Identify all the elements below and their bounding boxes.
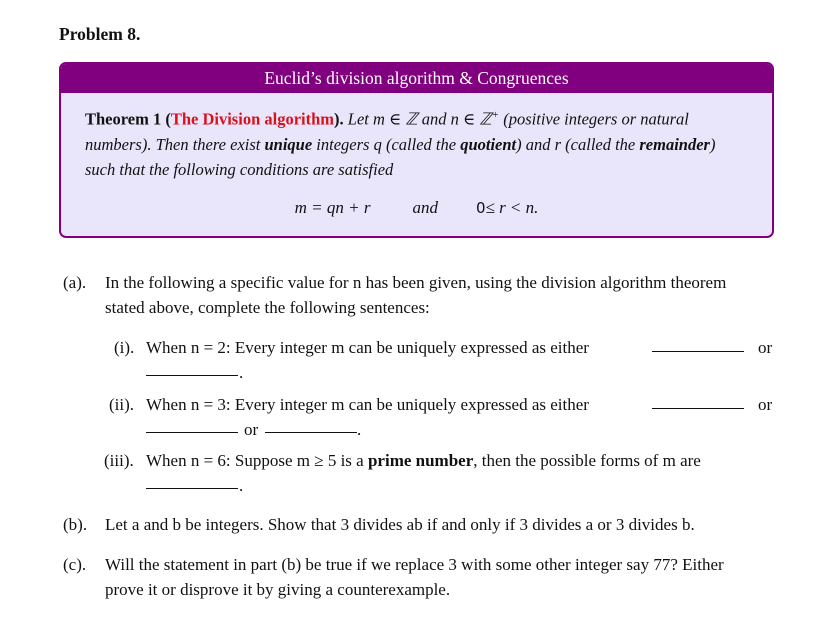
- theorem-line-3: such that the following conditions are satisfied: [85, 159, 394, 179]
- subpart-iii-text-a: When n = 6: Suppose m ≥ 5 is a: [146, 451, 368, 470]
- answer-blank[interactable]: [146, 375, 238, 376]
- part-b-text: Let a and b be integers. Show that 3 divides ab if and only if 3 divides a or 3 divides b.: [105, 515, 695, 534]
- theorem-text: ) and r (called the: [516, 134, 640, 154]
- answer-blank[interactable]: [146, 488, 238, 489]
- emphasis-remainder: remainder: [639, 134, 710, 154]
- equation-zero: 0: [475, 198, 486, 217]
- answer-blank[interactable]: [652, 408, 744, 409]
- theorem-name: The Division algorithm: [170, 109, 335, 129]
- part-c-line-1: Will the statement in part (b) be true if we replace 3 with some other integer say 77? Either: [105, 555, 724, 574]
- theorem-box: [59, 62, 774, 238]
- period: .: [239, 363, 244, 382]
- theorem-body: [61, 93, 772, 221]
- subpart-iii-text-b: , then the possible forms of m are: [473, 451, 701, 470]
- subpart-ii-label: (ii).: [109, 395, 135, 414]
- answer-blank[interactable]: [652, 351, 744, 352]
- problem-title: Problem 8.: [59, 24, 141, 44]
- part-b-label: (b).: [63, 515, 88, 534]
- emphasis-prime-number: prime number: [367, 451, 474, 470]
- answer-blank[interactable]: [146, 432, 238, 433]
- part-a-line-1: In the following a specific value for n has been given, using the division algorithm theorem: [105, 273, 727, 292]
- emphasis-unique: unique: [264, 134, 313, 154]
- subpart-iii-text: [146, 448, 701, 473]
- theorem-line-2: [85, 132, 748, 157]
- theorem-text: integers q (called the: [312, 134, 461, 154]
- emphasis-quotient: quotient: [460, 134, 517, 154]
- equation: [85, 195, 748, 221]
- theorem-label-end: ).: [334, 109, 344, 129]
- equation-right: ≤ r < n.: [485, 197, 539, 217]
- part-c-line-2: prove it or disprove it by giving a counterexample.: [105, 580, 451, 599]
- theorem-text: ): [709, 134, 716, 154]
- theorem-label: Theorem 1 (: [85, 109, 171, 129]
- subpart-i-text: When n = 2: Every integer m can be uniquely expressed as either: [146, 338, 589, 357]
- subpart-i-label: (i).: [114, 338, 135, 357]
- part-c-label: (c).: [63, 555, 87, 574]
- period: .: [357, 420, 362, 439]
- theorem-line-1: [85, 103, 748, 132]
- superscript-plus: +: [491, 109, 500, 121]
- answer-blank[interactable]: [265, 432, 357, 433]
- subpart-ii-text: When n = 3: Every integer m can be uniquely expressed as either: [146, 395, 589, 414]
- theorem-text: (positive integers or natural: [499, 109, 689, 129]
- part-a-line-2: stated above, complete the following sentences:: [105, 298, 430, 317]
- subpart-iii-label: (iii).: [104, 451, 134, 470]
- or-text: or: [244, 420, 259, 439]
- equation-and: and: [412, 197, 438, 217]
- part-a-label: (a).: [63, 273, 87, 292]
- period: .: [239, 476, 244, 495]
- equation-left: m = qn + r: [294, 197, 371, 217]
- or-text: or: [758, 338, 773, 357]
- or-text: or: [758, 395, 773, 414]
- theorem-text: numbers). Then there exist: [85, 134, 265, 154]
- theorem-text: Let m ∈ ℤ and n ∈ ℤ: [343, 109, 492, 129]
- box-title: Euclid’s division algorithm & Congruences: [61, 64, 772, 93]
